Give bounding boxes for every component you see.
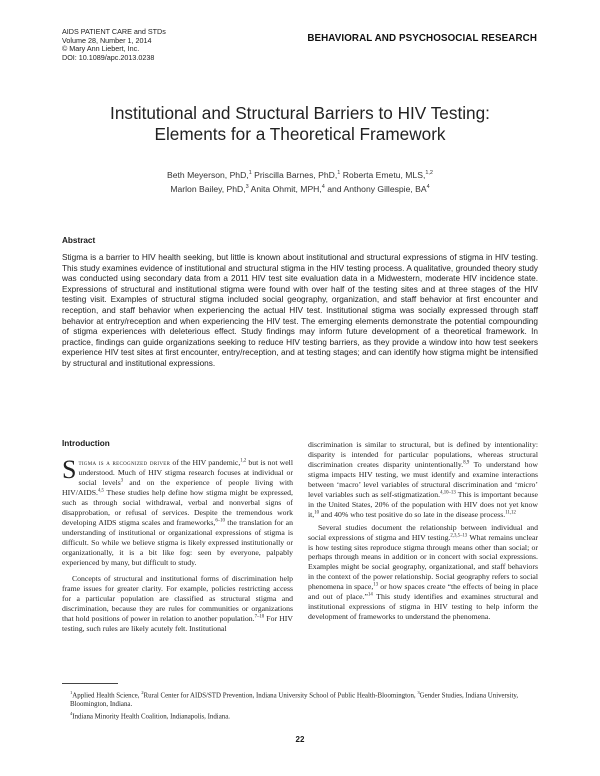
citation: 1,2 (240, 458, 247, 464)
author-name: Beth Meyerson, PhD, (167, 169, 249, 180)
abstract-text: Stigma is a barrier to HIV health seeking, but little is known about institutional and structural expressions of stigma in HIV testing. This study examines evidence of institutional and structural stigma in the HIV testing process. A qualitative, grounded theory study was conducted using secondary data from a 2011 HIV test site evaluation data in a Midwestern, moderate HIV incidence state. Expressions of structural and institutional stigma were found with over half of the testing sites and at three stages of the HIV testing visit. Examples of structural stigma included social geography, organization, and staff behavior at first encounter and reception, and staff behavior when experiencing the actual HIV test. Institutional stigma was socially expressed through staff behavior at entry/reception and when experiencing the HIV test. The emerging elements demonstrate the potential compounding of stigma experiences with deleterious effect. Study findings may inform future development of a theoretical framework. In practice, findings can guide organizations seeking to reduce HIV testing barriers, as they provide a window into how test seekers experience HIV test sites at first encounter, entry/reception, and at testing stages; and can identify how stigma might be intensified by structural and institutional expressions. (62, 253, 538, 368)
author-affiliation: 3 (245, 183, 249, 190)
intro-paragraph-4: Several studies document the relationship between individual and social expressions of stigma and HIV testing.$^{2,3,5-13}$ What remains unclear is how testing sites reproduce stigma through means other than social; or perhaps through means in addition or in concert with social expressions. Examples might be social geography, organizational, and staff behaviors in the context of the power relationship. Social geography refers to social phenomena in space,$^{13}$ or how spaces create “the effects of being in place and out of place.”$^{14}$ This study identifies and examines structural and institutional expressions of stigma in HIV testing to help inform the development of frameworks to understand the phenomena. (308, 522, 538, 622)
affiliation-footnotes (62, 688, 538, 722)
footnote-rule (62, 683, 118, 684)
citation: 4,10–13 (440, 490, 456, 496)
left-column (62, 455, 294, 634)
citation: 4,5 (97, 488, 104, 494)
title-line-1: Institutional and Structural Barriers to HIV Testing: (110, 103, 490, 123)
citation: 7–10 (254, 614, 265, 620)
author-line-2: Marlon Bailey, PhD,$^3$ Anita Ohmit, MPH,$^4$ and Anthony Gillespie, $BA^4$ (170, 183, 430, 194)
footnote-2: $^4$Indiana Minority Health Coalition, Indianapolis, Indiana. (70, 711, 230, 721)
journal-name: AIDS PATIENT CARE and STDs (62, 27, 166, 36)
citation: 8,9 (463, 460, 470, 466)
author-name: Anita Ohmit, MPH, (250, 183, 322, 194)
journal-volume: Volume 28, Number 1, 2014 (62, 35, 152, 45)
author-name: Anthony Gillespie, BA (343, 183, 427, 194)
intro-paragraph-1: Stigma is a recognized driver of the HIV pandemic,$^{1,2}$ but is not well understood. Much of HIV stigma research focuses at individual or social levels$^3$ and on the experience of people living with HIV/AIDS.$^{4,5}$ These studies help define how stigma might be expressed, such as through social withdrawal, verbal and nonverbal signs of disapprobation, or refusal of services. Despite the tremendous work developing AIDS stigma scales and frameworks,$^{6-10}$ the translation for an understanding of institutional or organizational expressions of stigma is difficult. So while we believe stigma is likely expressed institutionally or organizationally, it is a bit like fog: seen by everyone, palpably experienced by many, but difficult to study. (62, 455, 294, 567)
journal-copyright: © Mary Ann Liebert, Inc. (62, 44, 140, 54)
author-list (60, 167, 540, 195)
citation: 6–10 (215, 518, 225, 524)
drop-cap: S (62, 455, 77, 484)
introduction-heading: Introduction (62, 439, 110, 448)
author-affiliation: 1,2 (425, 170, 433, 176)
abstract-heading: Abstract (62, 236, 96, 245)
right-column (308, 440, 538, 622)
citation: 11,12 (505, 510, 516, 516)
journal-info (62, 28, 166, 62)
title-line-2: Elements for a Theoretical Framework (154, 124, 446, 144)
author-affiliation: 4 (426, 183, 430, 190)
author-affiliation: 1 (337, 170, 341, 176)
citation: 13 (373, 582, 379, 588)
author-name: Marlon Bailey, PhD, (170, 183, 246, 194)
author-name: Roberta Emetu, MLS, (342, 169, 426, 180)
article-title (40, 103, 560, 145)
footnote-1: $^1$Applied Health Science, $^2$Rural Center for AIDS/STD Prevention, Indiana University School of Public Health-Bloomington, $^3$Gender Studies, Indiana University, Bloomington, Indiana. (70, 690, 519, 709)
author-affiliation: 1 (248, 170, 252, 176)
citation: 2,3,5–13 (450, 533, 468, 538)
intro-paragraph-3: discrimination is similar to structural, but is defined by intentionality: disparity is intended for particular populations, whereas structural discrimination creates disparity unintentionally.$^{8,9}$ To understand how stigma impacts HIV testing, we must identify and examine interactions between ‘macro’ level variables of structural discrimination and ‘micro’ level variables such as self-stigmatization.$^{4,10-13}$ This is important because in the United States, 20% of the population with HIV does not yet know it,$^{10}$ and 40% who test positive do so late in the disease process.$^{11,12}$ (308, 440, 539, 519)
journal-doi: DOI: 10.1089/apc.2013.0238 (62, 52, 155, 62)
author-name: Priscilla Barnes, PhD, (254, 169, 338, 180)
citation: 3 (120, 478, 124, 484)
section-label: BEHAVIORAL AND PSYCHOSOCIAL RESEARCH (307, 33, 537, 44)
author-line-1 (60, 167, 540, 181)
author-affiliation: 4 (321, 183, 325, 190)
intro-paragraph-2: Concepts of structural and institutional forms of discrimination help frame issues for greater clarity. For example, policies restricting access for a particular population are classified as structural stigma and discrimination, because they are rules for communities or organizations that hold positions of power in relation to another population.$^{7-10}$ For HIV testing, such rules are likely acutely felt. Institutional (62, 574, 293, 634)
page-number: 22 (295, 735, 305, 744)
citation: 14 (368, 592, 373, 598)
citation: 10 (314, 510, 320, 516)
